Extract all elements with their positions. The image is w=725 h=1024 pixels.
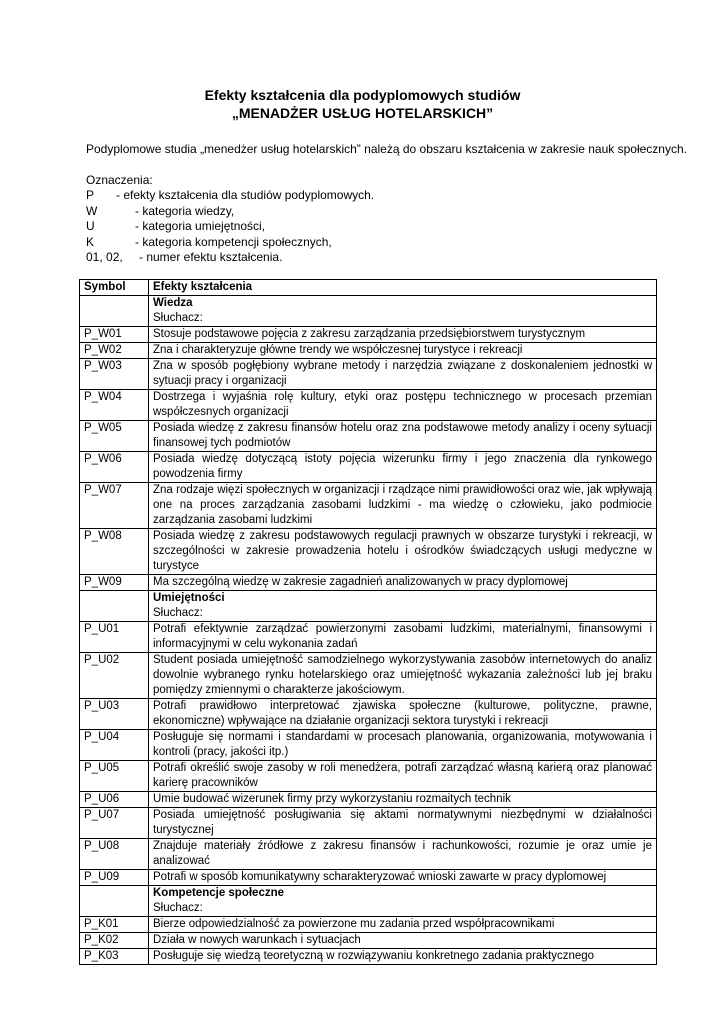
legend-symbol: U bbox=[86, 219, 95, 233]
legend-symbol: K bbox=[86, 234, 95, 249]
row-code: P_U04 bbox=[80, 730, 149, 761]
row-text: Potrafi określić swoje zasoby w roli menedżera, potrafi zarządzać własną karierą oraz planować karierę pracowników bbox=[149, 761, 657, 792]
legend-symbol: P bbox=[86, 188, 95, 202]
table-row bbox=[80, 359, 657, 390]
row-code: P_U01 bbox=[80, 622, 149, 653]
row-code: P_W04 bbox=[80, 390, 149, 421]
table-row bbox=[80, 792, 657, 808]
row-text: Posiada wiedzę dotyczącą istoty pojęcia wizerunku firmy i jego znaczenia dla rynkowego powodzenia firmy bbox=[149, 452, 657, 483]
header-symbol: Symbol bbox=[80, 280, 149, 296]
legend-heading: Oznaczenia: bbox=[86, 173, 153, 187]
table-row bbox=[80, 529, 657, 575]
legend-symbol: 01, 02, bbox=[86, 250, 123, 264]
header-effects: Efekty kształcenia bbox=[149, 280, 657, 296]
table-row bbox=[80, 343, 657, 359]
table-row bbox=[80, 327, 657, 343]
row-text: Dostrzega i wyjaśnia rolę kultury, etyki oraz postępu technicznego w procesach przemian współczesnych organizacji bbox=[149, 390, 657, 421]
legend-description: - kategoria kompetencji społecznych, bbox=[135, 234, 332, 249]
section-subtitle: Słuchacz: bbox=[153, 902, 203, 914]
section-code-cell bbox=[80, 591, 149, 622]
row-code: P_U02 bbox=[80, 653, 149, 699]
learning-outcomes-table bbox=[79, 279, 657, 965]
table-row bbox=[80, 421, 657, 452]
legend-description: - kategoria umiejętności, bbox=[135, 219, 266, 233]
section-code-cell bbox=[80, 296, 149, 327]
row-text: Posługuje się wiedzą teoretyczną w rozwiązywaniu konkretnego zadania praktycznego bbox=[149, 949, 657, 965]
row-code: P_W05 bbox=[80, 421, 149, 452]
row-code: P_W01 bbox=[80, 327, 149, 343]
row-text: Posiada wiedzę z zakresu podstawowych regulacji prawnych w obszarze turystyki i rekreacji, w szczególności w zakresie prowadzenia hotelu i ośrodków świadczących usługi medyczne w turystyce bbox=[149, 529, 657, 575]
table-row bbox=[80, 917, 657, 933]
table-row bbox=[80, 575, 657, 591]
section-cell bbox=[149, 591, 657, 622]
row-text: Posługuje się normami i standardami w procesach planowania, organizowania, motywowania i kontroli (pracy, jakości itp.) bbox=[149, 730, 657, 761]
table-row bbox=[80, 761, 657, 792]
row-code: P_U09 bbox=[80, 870, 149, 886]
legend-description: - kategoria wiedzy, bbox=[135, 203, 235, 218]
table-row bbox=[80, 699, 657, 730]
section-subtitle: Słuchacz: bbox=[153, 607, 203, 619]
row-text: Ma szczególną wiedzę w zakresie zagadnień analizowanych w pracy dyplomowej bbox=[149, 575, 657, 591]
table-row bbox=[80, 839, 657, 870]
row-code: P_W02 bbox=[80, 343, 149, 359]
section-cell bbox=[149, 296, 657, 327]
row-text: Umie budować wizerunek firmy przy wykorzystaniu rozmaitych technik bbox=[149, 792, 657, 808]
row-code: P_U06 bbox=[80, 792, 149, 808]
table-row bbox=[80, 730, 657, 761]
table-row bbox=[80, 933, 657, 949]
row-code: P_W07 bbox=[80, 483, 149, 529]
section-title: Umiejętności bbox=[153, 592, 225, 604]
section-title: Wiedza bbox=[153, 297, 193, 309]
document-subtitle: „MENADŻER USŁUG HOTELARSKICH” bbox=[231, 105, 494, 121]
row-text: Zna i charakteryzuje główne trendy we współczesnej turystyce i rekreacji bbox=[149, 343, 657, 359]
row-text: Stosuje podstawowe pojęcia z zakresu zarządzania przedsiębiorstwem turystycznym bbox=[149, 327, 657, 343]
row-code: P_K02 bbox=[80, 933, 149, 949]
table-row bbox=[80, 949, 657, 965]
row-text: Student posiada umiejętność samodzielnego wykorzystywania zasobów internetowych do analiz dowolnie wybranego rynku hotelarskiego oraz umiejętność wykazania zależności lub jej braku pomiędzy zmiennymi o charakterze jakościowym. bbox=[149, 653, 657, 699]
row-text: Bierze odpowiedzialność za powierzone mu zadania przed współpracownikami bbox=[149, 917, 657, 933]
row-text: Potrafi efektywnie zarządzać powierzonymi zasobami ludzkimi, materialnymi, finansowymi i informacyjnymi w celu wykonania zadań bbox=[149, 622, 657, 653]
table-row bbox=[80, 808, 657, 839]
legend-description: - numer efektu kształcenia. bbox=[139, 250, 283, 264]
row-code: P_U03 bbox=[80, 699, 149, 730]
section-row bbox=[80, 591, 657, 622]
row-code: P_U05 bbox=[80, 761, 149, 792]
table-row bbox=[80, 483, 657, 529]
section-subtitle: Słuchacz: bbox=[153, 312, 203, 324]
table-header-row bbox=[80, 280, 657, 296]
section-code-cell bbox=[80, 886, 149, 917]
section-row bbox=[80, 296, 657, 327]
row-code: P_U08 bbox=[80, 839, 149, 870]
row-text: Działa w nowych warunkach i sytuacjach bbox=[149, 933, 657, 949]
legend-description: - efekty kształcenia dla studiów podyplomowych. bbox=[116, 188, 375, 202]
legend-symbol: W bbox=[86, 203, 98, 218]
row-code: P_W06 bbox=[80, 452, 149, 483]
row-text: Znajduje materiały źródłowe z zakresu finansów i rachunkowości, rozumie je oraz umie je analizować bbox=[149, 839, 657, 870]
table-row bbox=[80, 653, 657, 699]
intro-paragraph: Podyplomowe studia „menedżer usług hotelarskich” należą do obszaru kształcenia w zakresie nauk społecznych. bbox=[86, 142, 687, 156]
row-text: Zna w sposób pogłębiony wybrane metody i narzędzia związane z doskonaleniem jednostki w sytuacji pracy i organizacji bbox=[149, 359, 657, 390]
document-title: Efekty kształcenia dla podyplomowych studiów bbox=[204, 87, 521, 103]
row-text: Zna rodzaje więzi społecznych w organizacji i rządzące nimi prawidłowości oraz wie, jak wpływają one na proces zarządzania zasobami ludzkimi - ma wiedzę o człowieku, jako podmiocie zarządzania zasobami ludzkimi bbox=[149, 483, 657, 529]
row-code: P_K01 bbox=[80, 917, 149, 933]
row-text: Potrafi prawidłowo interpretować zjawiska społeczne (kulturowe, polityczne, prawne, ekonomiczne) wpływające na działanie organizacji sektora turystyki i rekreacji bbox=[149, 699, 657, 730]
row-text: Posiada umiejętność posługiwania się aktami normatywnymi niezbędnymi w działalności turystycznej bbox=[149, 808, 657, 839]
row-code: P_U07 bbox=[80, 808, 149, 839]
section-row bbox=[80, 886, 657, 917]
table-row bbox=[80, 622, 657, 653]
row-code: P_W03 bbox=[80, 359, 149, 390]
row-text: Posiada wiedzę z zakresu finansów hotelu oraz zna podstawowe metody analizy i oceny sytuacji finansowej tych podmiotów bbox=[149, 421, 657, 452]
table-row bbox=[80, 870, 657, 886]
section-cell bbox=[149, 886, 657, 917]
section-title: Kompetencje społeczne bbox=[153, 887, 285, 899]
row-code: P_W08 bbox=[80, 529, 149, 575]
row-code: P_W09 bbox=[80, 575, 149, 591]
table-row bbox=[80, 452, 657, 483]
row-text: Potrafi w sposób komunikatywny scharakteryzować wnioski zawarte w pracy dyplomowej bbox=[149, 870, 657, 886]
row-code: P_K03 bbox=[80, 949, 149, 965]
table-row bbox=[80, 390, 657, 421]
